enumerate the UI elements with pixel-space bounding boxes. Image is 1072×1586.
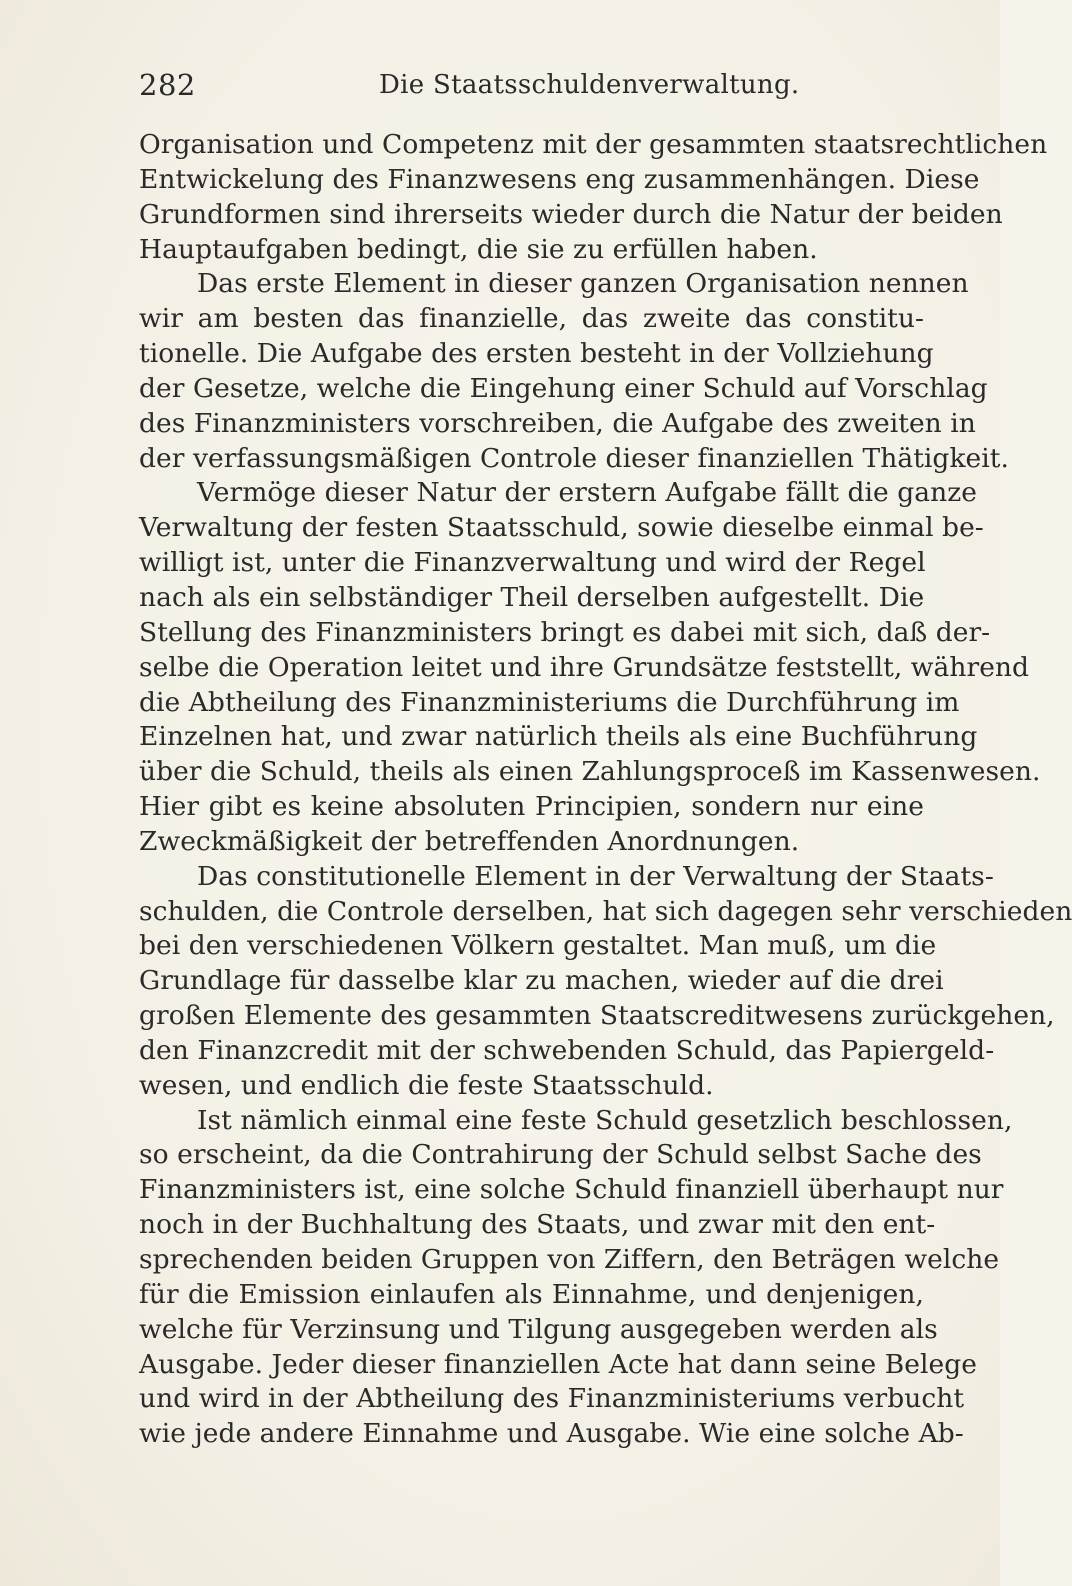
text-line: Grundlage für dasselbe klar zu machen, wieder auf die drei [139, 965, 944, 997]
text-line: Hier gibt es keine absoluten Principien, sondern nur eine [139, 791, 924, 823]
text-line: schulden, die Controle derselben, hat sich dagegen sehr verschieden [139, 895, 1072, 927]
text-line: Hauptaufgaben bedingt, die sie zu erfüllen haben. [139, 233, 818, 265]
text-line: sprechenden beiden Gruppen von Ziffern, den Beträgen welche [139, 1244, 1000, 1275]
text-line: über die Schuld, theils als einen Zahlungsproceß im Kassenwesen. [139, 756, 1041, 788]
text-line: die Abtheilung des Finanzministeriums die Durchführung im [139, 686, 960, 718]
text-line: wie jede andere Einnahme und Ausgabe. Wie eine solche Ab- [139, 1418, 964, 1450]
text-line: Einzelnen hat, und zwar natürlich theils als eine Buchführung [139, 721, 978, 753]
text-line: der verfassungsmäßigen Controle dieser finanziellen Thätigkeit. [139, 442, 1009, 474]
text-line: Grundformen sind ihrerseits wieder durch die Natur der beiden [139, 198, 1003, 230]
text-line: wir am besten das finanzielle, das zweite das constitu- [139, 303, 924, 335]
text-line: Vermöge dieser Natur der erstern Aufgabe fällt die ganze [197, 477, 977, 509]
text-line: großen Elemente des gesammten Staatscreditwesens zurückgehen, [139, 1000, 1055, 1032]
text-line: Stellung des Finanzministers bringt es dabei mit sich, daß der- [139, 616, 991, 648]
page-header [139, 62, 924, 102]
text-line: Finanzministers ist, eine solche Schuld finanziell überhaupt nur [139, 1174, 1004, 1206]
text-line: tionelle. Die Aufgabe des ersten besteht in der Vollziehung [139, 338, 934, 370]
text-line: noch in der Buchhaltung des Staats, und zwar mit den ent- [139, 1209, 936, 1241]
running-head: Die Staatsschuldenverwaltung. [379, 70, 800, 100]
text-line: wesen, und endlich die feste Staatsschuld. [139, 1069, 714, 1101]
text-line: Ausgabe. Jeder dieser finanziellen Acte hat dann seine Belege [139, 1348, 977, 1380]
text-line: und wird in der Abtheilung des Finanzministeriums verbucht [139, 1383, 965, 1415]
text-line: Verwaltung der festen Staatsschuld, sowie dieselbe einmal be- [139, 512, 984, 544]
text-line: für die Emission einlaufen als Einnahme, und denjenigen, [139, 1278, 924, 1310]
text-line: Zweckmäßigkeit der betreffenden Anordnungen. [139, 825, 800, 857]
text-line: Organisation und Competenz mit der gesammten staatsrechtlichen [139, 129, 1048, 160]
text-line: Das constitutionelle Element in der Verwaltung der Staats- [197, 860, 994, 892]
body-text [139, 128, 1072, 1452]
text-line: Entwickelung des Finanzwesens eng zusammenhängen. Diese [139, 163, 980, 195]
text-line: Ist nämlich einmal eine feste Schuld gesetzlich beschlossen, [197, 1104, 1013, 1136]
text-line: den Finanzcredit mit der schwebenden Schuld, das Papiergeld- [139, 1034, 995, 1066]
text-line: welche für Verzinsung und Tilgung ausgegeben werden als [139, 1313, 938, 1345]
text-line: Das erste Element in dieser ganzen Organisation nennen [197, 268, 969, 300]
page-number: 282 [139, 68, 196, 102]
text-line: willigt ist, unter die Finanzverwaltung und wird der Regel [139, 547, 926, 579]
text-line: der Gesetze, welche die Eingehung einer Schuld auf Vorschlag [139, 372, 988, 404]
text-line: selbe die Operation leitet und ihre Grundsätze feststellt, während [139, 651, 1030, 683]
text-line: nach als ein selbständiger Theil derselben aufgestellt. Die [139, 581, 925, 613]
text-line: so erscheint, da die Contrahirung der Schuld selbst Sache des [139, 1139, 982, 1171]
text-line: bei den verschiedenen Völkern gestaltet. Man muß, um die [139, 930, 937, 962]
text-line: des Finanzministers vorschreiben, die Aufgabe des zweiten in [139, 407, 976, 439]
